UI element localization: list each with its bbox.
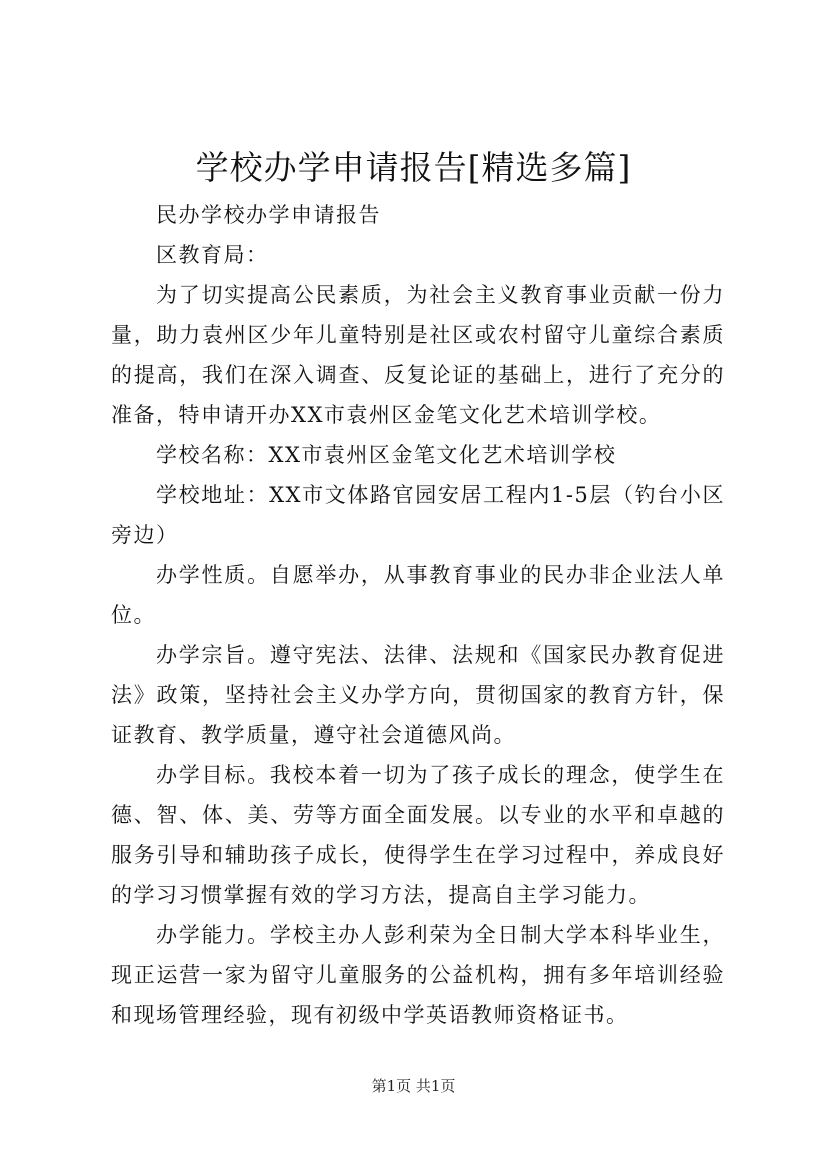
- page-number-footer: 第1页 共1页: [371, 1077, 456, 1095]
- paragraph-goal: 办学目标。我校本着一切为了孩子成长的理念，使学生在德、智、体、美、劳等方面全面发展。以专业的水平和卓越的服务引导和辅助孩子成长，使得学生在学习过程中，养成良好的学习习惯掌握有效的学习方法，提高自主学习能力。: [111, 763, 725, 907]
- paragraph-ability: 办学能力。学校主办人彭利荣为全日制大学本科毕业生，现正运营一家为留守儿童服务的公益机构，拥有多年培训经验和现场管理经验，现有初级中学英语教师资格证书。: [111, 923, 725, 1027]
- paragraph-subtitle: 民办学校办学申请报告: [156, 203, 381, 227]
- paragraph-nature: 办学性质。自愿举办，从事教育事业的民办非企业法人单位。: [111, 563, 725, 627]
- paragraph-intro: 为了切实提高公民素质，为社会主义教育事业贡献一份力量，助力袁州区少年儿童特别是社区或农村留守儿童综合素质的提高，我们在深入调查、反复论证的基础上，进行了充分的准备，特申请开办XX市袁州区金笔文化艺术培训学校。: [111, 283, 725, 427]
- document-title: 学校办学申请报告[精选多篇]: [195, 148, 632, 187]
- paragraph-addressee: 区教育局：: [156, 243, 269, 267]
- paragraph-purpose: 办学宗旨。遵守宪法、法律、法规和《国家民办教育促进法》政策，坚持社会主义办学方向，贯彻国家的教育方针，保证教育、教学质量，遵守社会道德风尚。: [111, 643, 725, 747]
- document-body: [111, 195, 725, 1035]
- paragraph-school-address: 学校地址：XX市文体路官园安居工程内1-5层（钓台小区旁边）: [111, 483, 725, 547]
- paragraph-school-name: 学校名称：XX市袁州区金笔文化艺术培训学校: [156, 443, 617, 467]
